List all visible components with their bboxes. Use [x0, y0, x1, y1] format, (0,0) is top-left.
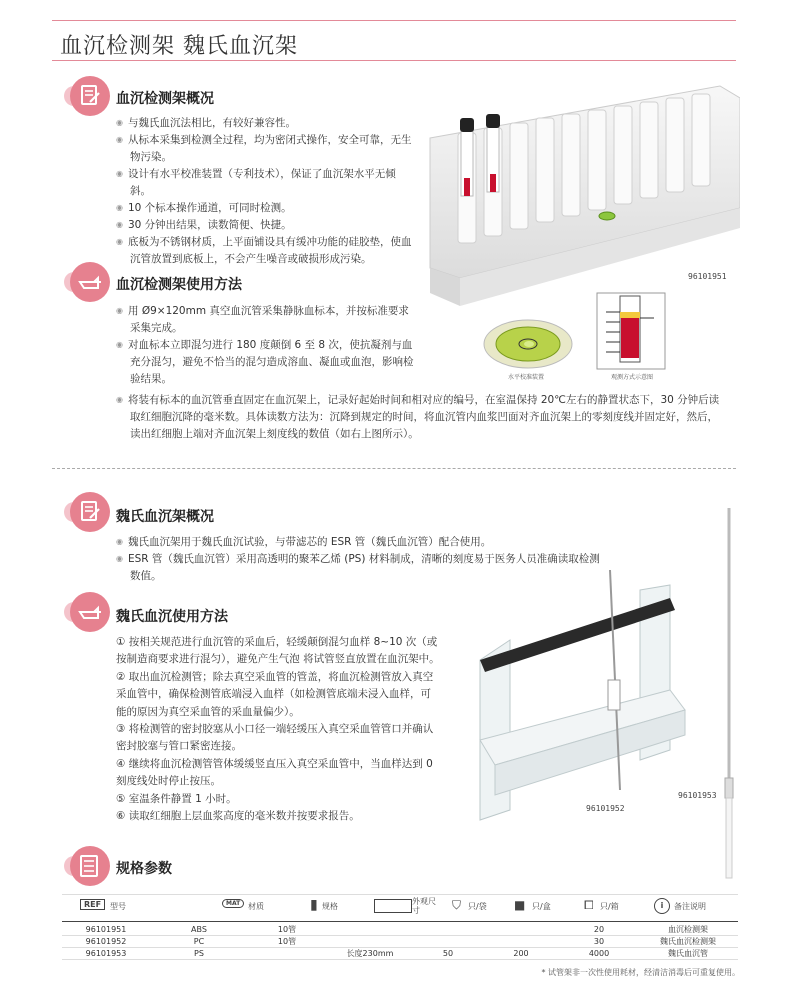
- page-title: 血沉检测架 魏氏血沉架: [60, 34, 298, 59]
- westergren-tube-image: [722, 508, 736, 888]
- step-line: ⑥ 读取红细胞上层血浆高度的毫米数并按要求报告。: [116, 810, 360, 823]
- ruler-icon: ▮: [310, 897, 318, 913]
- section-title-rack-overview: 血沉检测架概况: [116, 91, 214, 107]
- table-cell: ABS: [150, 924, 248, 936]
- step-line: 采血管中，确保检测管底端浸入血样（如检测管底端未浸入血样，可: [116, 688, 431, 701]
- table-cell: 96101951: [62, 924, 150, 936]
- section-title-rack-usage: 血沉检测架使用方法: [116, 277, 242, 293]
- list-item: ◉ 对血标本立即混匀进行 180 度颠倒 6 至 8 次，使抗凝剂与血充分混匀，避免不恰当的混匀造成溶血、凝血或血泡，影响检验结果。: [116, 337, 416, 388]
- list-item: ◉ 用 Ø9×120mm 真空血沉管采集静脉血标本，并按标准要求采集完成。: [116, 303, 416, 337]
- spec-header-material: 材质: [248, 902, 264, 911]
- westergren-usage-steps: [116, 634, 466, 825]
- rack2-code: 96101952: [586, 804, 625, 813]
- bag-icon: ⛉: [452, 898, 462, 912]
- table-cell: 30: [560, 936, 638, 948]
- spec-table: [62, 924, 738, 960]
- table-cell: 魏氏血沉管: [638, 948, 738, 960]
- pointing-hand-icon: [70, 262, 110, 302]
- table-cell: PC: [150, 936, 248, 948]
- table-cell: 96101952: [62, 936, 150, 948]
- ref-icon: REF: [80, 899, 105, 910]
- table-cell: [326, 936, 414, 948]
- step-line: ③ 将检测管的密封胶塞从小口径一端轻缓压入真空采血管管口并确认: [116, 723, 434, 736]
- level-caption: 水平校准装置: [508, 374, 545, 381]
- spec-footnote: * 试管架非一次性使用耗材，经清洁消毒后可重复使用。: [541, 968, 740, 977]
- spec-header-per-carton: 只/箱: [600, 902, 619, 911]
- spec-table-header: [62, 894, 738, 922]
- table-cell: PS: [150, 948, 248, 960]
- table-cell: 96101953: [62, 948, 150, 960]
- header-top-rule: [52, 20, 736, 21]
- spec-header-model: 型号: [110, 902, 126, 911]
- list-item: ◉ 10 个标本操作通道，可同时检测。: [116, 200, 416, 217]
- list-item: ◉ 30 分钟出结果，读数简便、快捷。: [116, 217, 416, 234]
- rack1-code: 96101951: [688, 272, 727, 281]
- box-dimension-icon: [374, 899, 412, 913]
- table-cell: [414, 936, 482, 948]
- rack-usage-wide-bullet: [116, 392, 726, 443]
- spec-header-spec: 规格: [322, 902, 338, 911]
- step-line: ④ 继续将血沉检测管管体缓缓竖直压入真空采血管中，当血样达到 0: [116, 757, 433, 770]
- table-cell: 血沉检测架: [638, 924, 738, 936]
- section-divider: [52, 468, 736, 469]
- table-cell: 200: [482, 948, 560, 960]
- list-item: ◉ 魏氏血沉架用于魏氏血沉试验，与带滤芯的 ESR 管（魏氏血沉管）配合使用。: [116, 534, 606, 551]
- box-icon: ■: [514, 898, 526, 912]
- info-icon: i: [654, 898, 670, 914]
- table-cell: [482, 936, 560, 948]
- table-cell: [248, 948, 326, 960]
- header-bottom-rule: [52, 60, 736, 61]
- list-item: ◉ 与魏氏血沉法相比，有较好兼容性。: [116, 115, 416, 132]
- step-line: ② 取出血沉检测管；除去真空采血管的管盖，将血沉检测管放入真空: [116, 670, 434, 683]
- table-cell: [326, 924, 414, 936]
- table-cell: 4000: [560, 948, 638, 960]
- carton-icon: ⧠: [584, 898, 594, 912]
- rack-overview-bullets: [116, 115, 416, 268]
- section-title-westergren-usage: 魏氏血沉使用方法: [116, 609, 228, 625]
- pointing-hand-icon: [70, 592, 110, 632]
- list-item: ◉ 底板为不锈钢材质，上平面铺设具有缓冲功能的硅胶垫，使血沉管放置到底板上，不会产生噪音或破损形成污染。: [116, 234, 416, 268]
- westergren-rack-image: [470, 560, 700, 830]
- table-cell: 20: [560, 924, 638, 936]
- step-line: 能的原因为真空采血管的采血量偏少）。: [116, 705, 300, 718]
- spec-header-remarks: 备注说明: [674, 902, 706, 911]
- list-item: ◉ 从标本采集到检测全过程，均为密闭式操作，安全可靠，无生物污染。: [116, 132, 416, 166]
- spec-header-dimensions: 外观尺寸: [412, 897, 436, 915]
- table-cell: 魏氏血沉检测架: [638, 936, 738, 948]
- spec-header-per-bag: 只/袋: [468, 902, 487, 911]
- tube-code: 96101953: [678, 791, 717, 800]
- level-device-image: [482, 318, 574, 374]
- table-cell: [482, 924, 560, 936]
- list-item: ◉ 将装有标本的血沉管垂直固定在血沉架上，记录好起始时间和相对应的编号，在室温保持 20℃左右的静置状态下，30 分钟后读取红细胞沉降的毫米数。具体读数方法为：沉降到规定的时间，将血沉管内血浆凹面对齐血沉架上的零刻度线并固定好，然后，读出红细胞上端对齐血沉架上刻度线的数值（如右上图所示）。: [116, 392, 726, 443]
- step-line: ① 按相关规范进行血沉管的采血后，轻缓颠倒混匀血样 8~10 次（或: [116, 636, 438, 648]
- mat-icon: MAT: [222, 899, 244, 908]
- section-title-westergren-overview: 魏氏血沉架概况: [116, 509, 214, 525]
- rack-usage-bullets: [116, 303, 416, 388]
- reading-caption: 观测方式示意图: [611, 374, 654, 381]
- table-cell: [414, 924, 482, 936]
- document-icon: [70, 76, 110, 116]
- step-line: 刻度线处时停止按压。: [116, 775, 221, 788]
- table-cell: 长度230mm: [326, 948, 414, 960]
- table-cell: 10管: [248, 936, 326, 948]
- reading-diagram: [596, 292, 666, 370]
- table-row: [62, 924, 738, 936]
- step-line: ⑤ 室温条件静置 1 小时。: [116, 792, 237, 805]
- list-item: ◉ 设计有水平校准装置（专利技术），保证了血沉架水平无倾斜。: [116, 166, 416, 200]
- spec-list-icon: [70, 846, 110, 886]
- table-cell: 10管: [248, 924, 326, 936]
- table-row: [62, 936, 738, 948]
- step-line: 密封胶塞与管口紧密连接。: [116, 740, 242, 753]
- table-cell: 50: [414, 948, 482, 960]
- document-icon: [70, 492, 110, 532]
- list-item: ◉ ESR 管（魏氏血沉管）采用高透明的聚苯乙烯 (PS) 材料制成，清晰的刻度易于医务人员准确读取检测数值。: [116, 551, 606, 585]
- spec-header-per-box: 只/盒: [532, 902, 551, 911]
- section-title-spec: 规格参数: [116, 861, 172, 877]
- step-line: 按制造商要求进行混匀），避免产生气泡 将试管竖直放置在血沉架中。: [116, 653, 440, 666]
- table-row: [62, 948, 738, 960]
